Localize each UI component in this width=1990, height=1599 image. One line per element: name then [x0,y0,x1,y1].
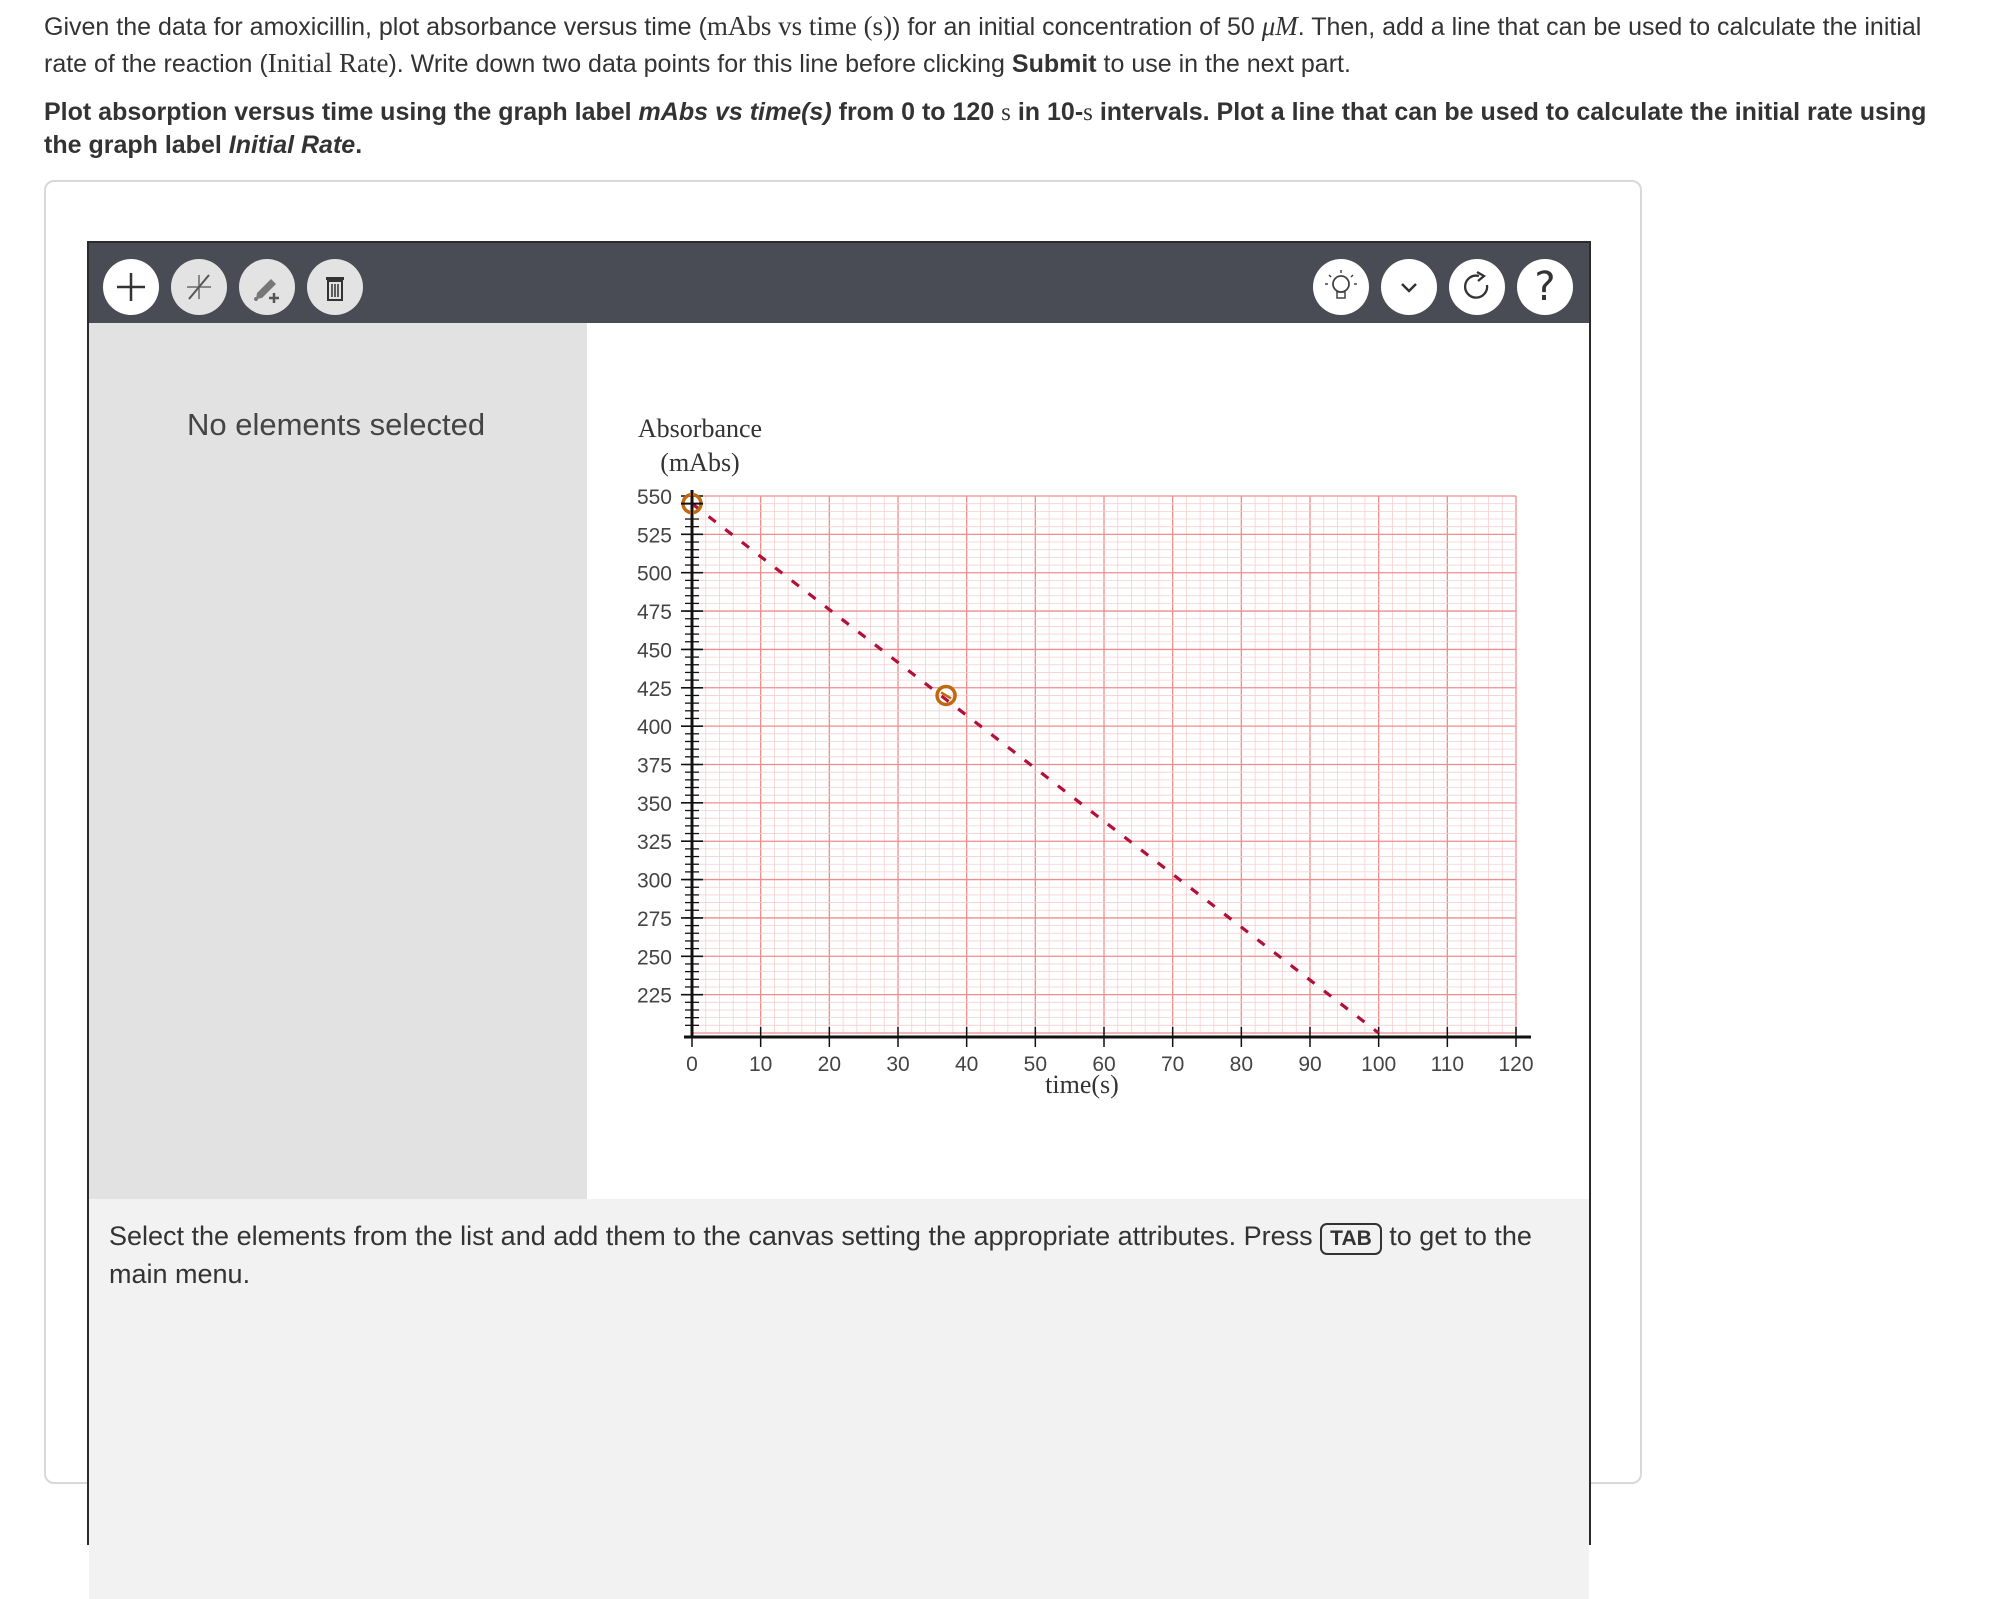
graph-canvas[interactable] [596,333,1564,1189]
x-tick-label: 60 [1092,1053,1116,1076]
instructions-area [89,1199,1589,1599]
y-tick-label: 275 [636,907,672,931]
y-tick-label: 375 [636,754,672,778]
tab-key-badge: TAB [1320,1223,1382,1255]
x-tick-label: 100 [1361,1053,1397,1076]
chevron-down-icon [1394,272,1424,302]
add-button[interactable] [103,259,159,315]
y-tick-label: 250 [636,946,672,970]
x-tick-label: 120 [1498,1053,1534,1076]
trash-icon [315,267,355,307]
chart-ticks [637,486,1534,1076]
math-micromolar: μM [1261,11,1298,41]
submit-word: Submit [1011,50,1097,78]
no-selection-message: No elements selected [187,407,486,442]
y-tick-label: 500 [636,562,672,586]
x-tick-label: 110 [1430,1053,1465,1076]
delete-button[interactable] [307,259,363,315]
toolbar [89,243,1589,323]
chart-grid [692,496,1516,1033]
question-prompt: Given the data for amoxicillin, plot absorbance versus time (mAbs vs time (s)) for an initial concentration of 50 μM. Then, add a line that can be used to calculate the initial rate of the reaction (Initial Rate). Write down two data points for this line before clicking Submit to use in the next part. [44,11,1922,78]
x-tick-label: 0 [686,1053,698,1076]
keyboard-hint: Select the elements from the list and add them to the canvas setting the appropriate attributes. Press TAB to get to the main menu. [109,1221,1532,1289]
y-tick-label: 525 [636,524,672,548]
y-tick-label: 400 [636,716,672,740]
x-tick-label: 10 [748,1053,773,1076]
y-tick-label: 450 [636,639,672,663]
edit-add-icon [247,267,287,307]
y-tick-label: 475 [636,601,672,625]
redo-button[interactable] [1449,259,1505,315]
x-tick-label: 70 [1160,1053,1185,1076]
y-tick-label: 225 [636,984,672,1008]
x-tick-label: 30 [886,1053,910,1076]
y-tick-label: 425 [636,677,672,701]
redo-icon [1457,267,1497,307]
y-tick-label: 350 [636,792,672,816]
graphing-tool [87,241,1591,1545]
math-initial-rate: Initial Rate [267,48,389,78]
chart-axes [684,490,1531,1037]
chart-series [681,493,1379,1033]
plot-instruction: Plot absorption versus time using the graph label mAbs vs time(s) from 0 to 120 s in 10-s intervals. Plot a line that can be used to calculate the initial rate using the graph label Initial Rate. [44,98,1927,159]
help-icon: ? [1534,264,1556,310]
x-tick-label: 80 [1229,1053,1254,1076]
y-axis-label-line2: (mAbs) [660,448,740,477]
y-tick-label: 550 [636,486,672,509]
x-tick-label: 20 [817,1053,842,1076]
y-tick-label: 300 [636,869,672,893]
y-tick-label: 325 [636,831,672,855]
hint-button[interactable] [1313,259,1369,315]
y-axis-label-line1: Absorbance [637,414,763,443]
x-tick-label: 90 [1298,1053,1322,1076]
x-axis-label: time(s) [1045,1070,1119,1099]
more-button[interactable] [1381,259,1437,315]
edit-add-button[interactable] [239,259,295,315]
help-button[interactable] [1517,259,1573,315]
x-tick-label: 50 [1023,1053,1048,1076]
add-icon [113,269,149,305]
x-tick-label: 40 [954,1053,979,1076]
element-properties-panel [89,323,587,1199]
no-line-icon [179,267,219,307]
no-line-button[interactable] [171,259,227,315]
math-mabs-vs-time: mAbs vs time (s) [706,11,893,41]
lightbulb-icon [1321,267,1361,307]
chart-svg[interactable] [596,333,1564,1189]
